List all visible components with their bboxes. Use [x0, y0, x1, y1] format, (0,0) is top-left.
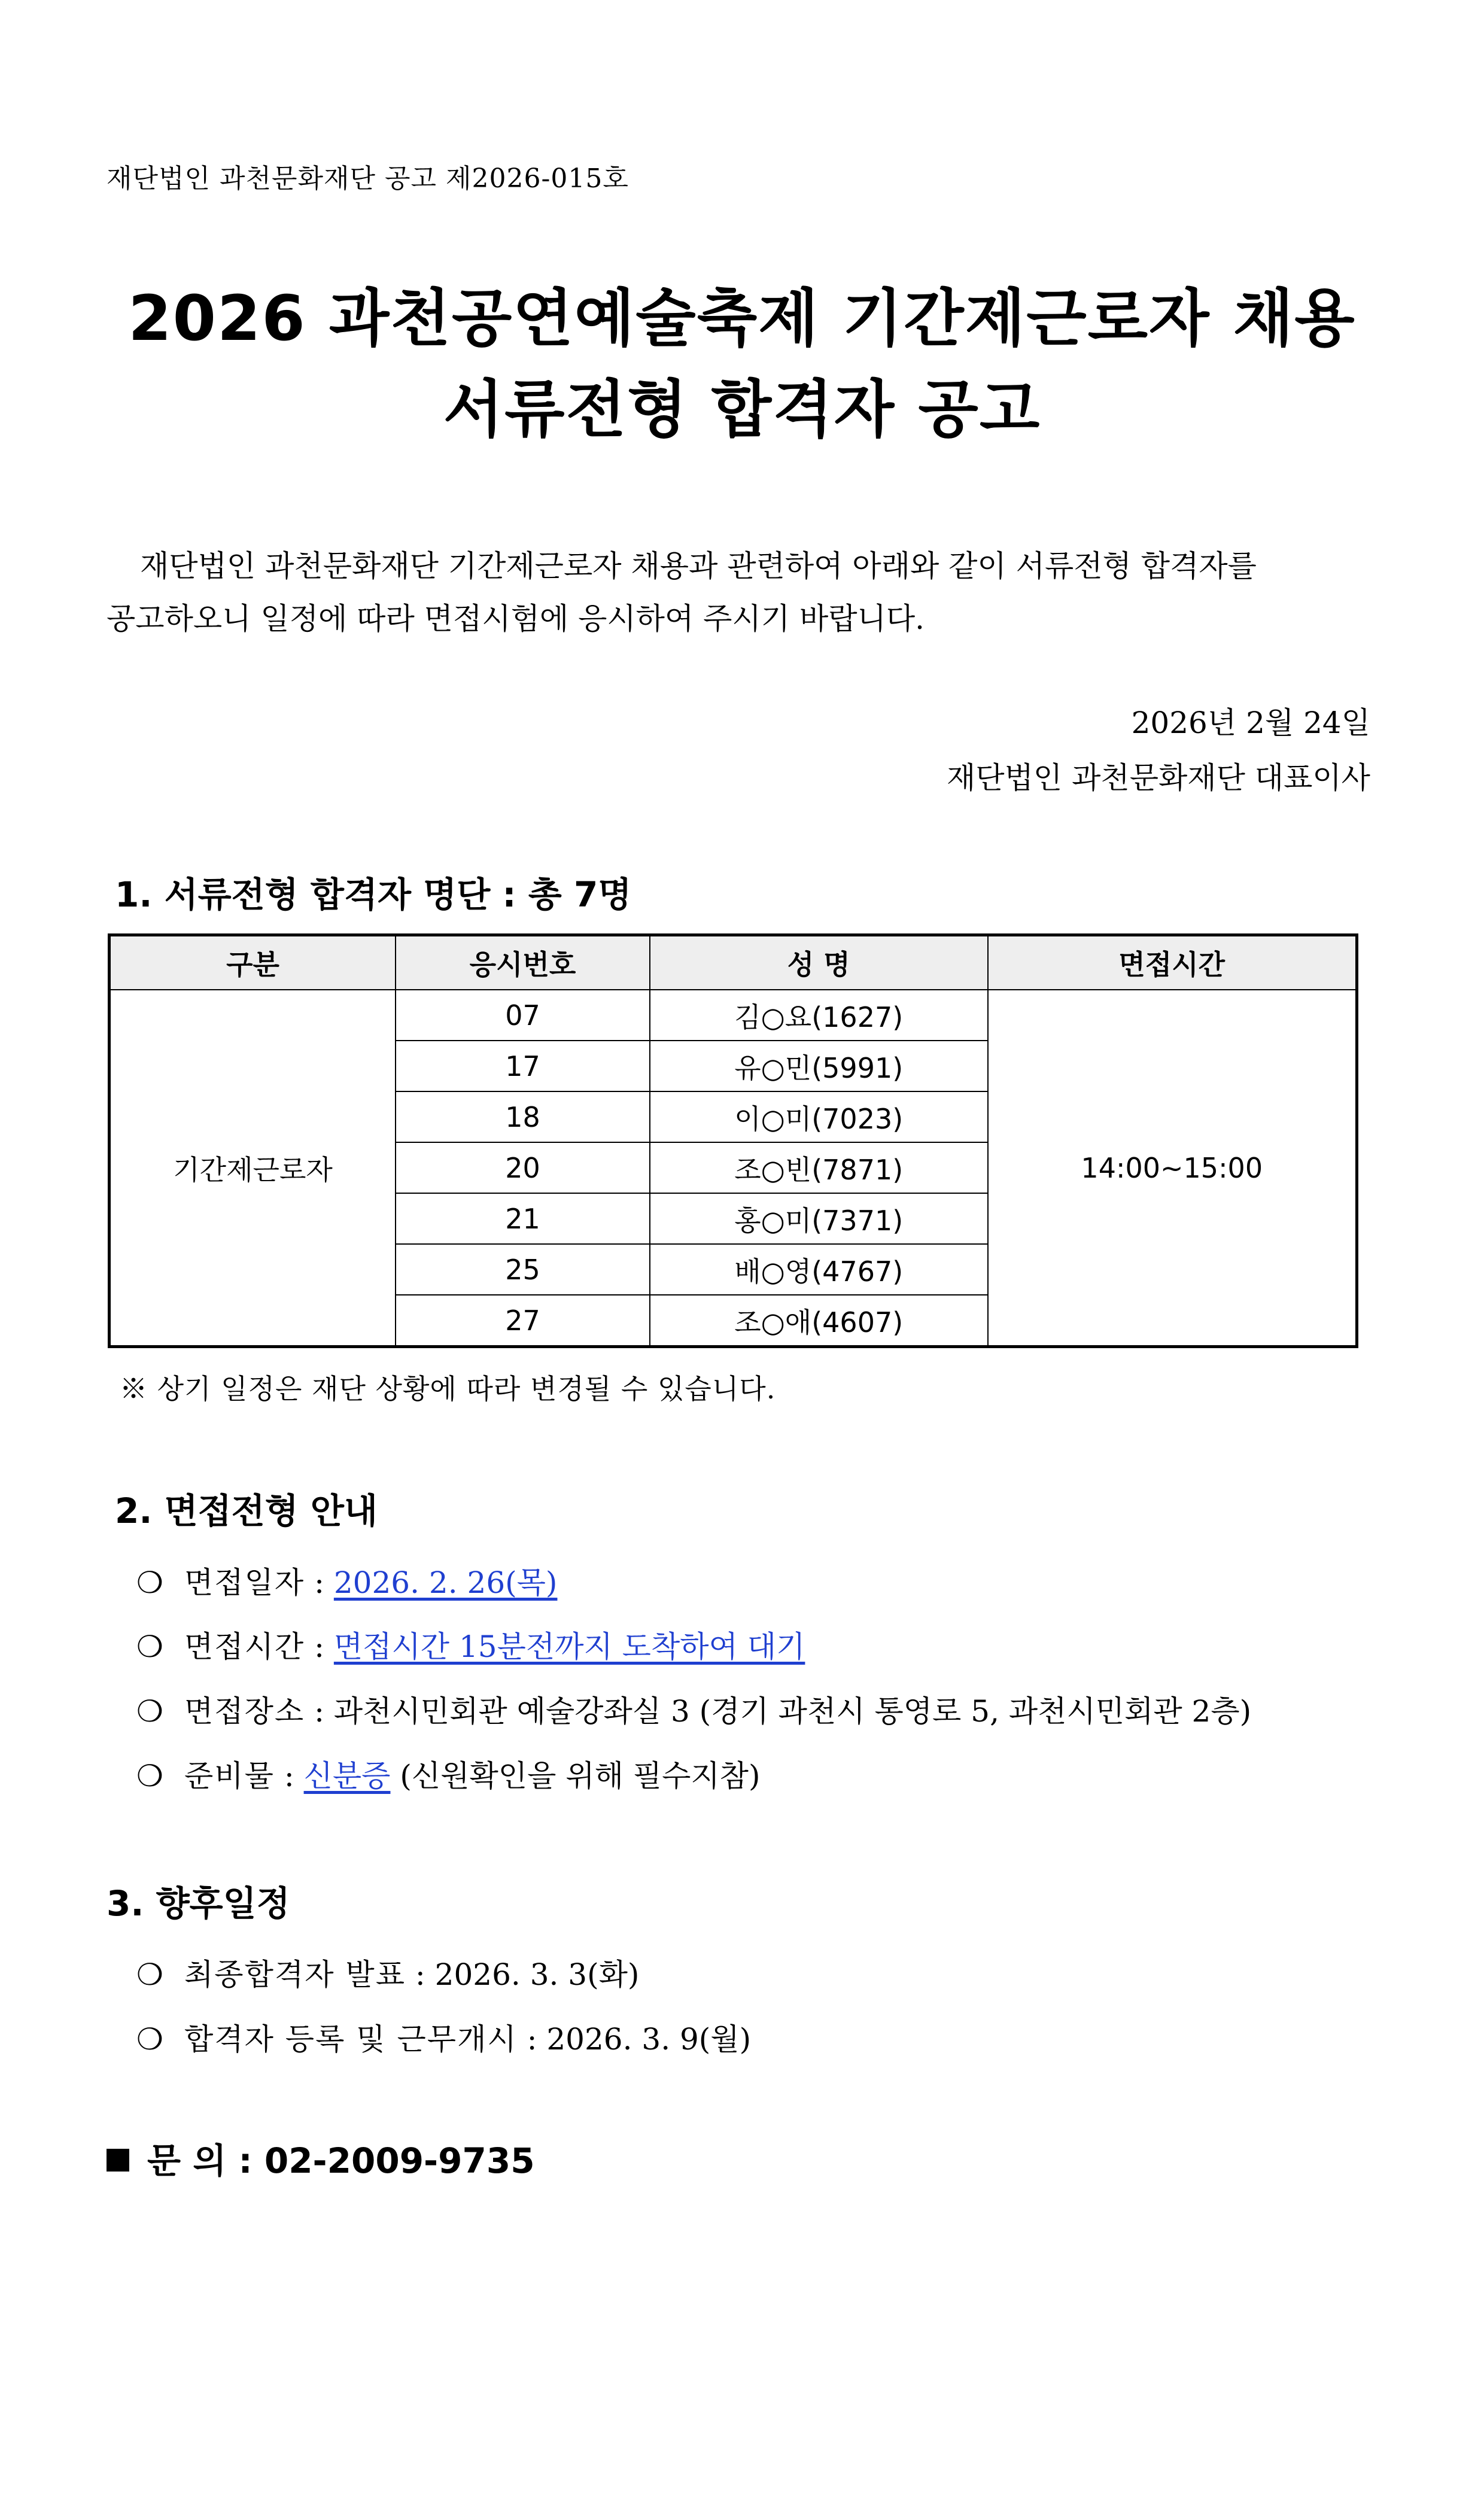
contact-phone: 02-2009-9735: [264, 2140, 535, 2181]
registration-value: 2026. 3. 9(월): [546, 2022, 752, 2057]
interview-time-value: 면접시간 15분전까지 도착하여 대기: [333, 1629, 805, 1664]
name-cell: 조○빈(7871): [650, 1142, 988, 1193]
name-cell: 김○요(1627): [650, 990, 988, 1041]
circle-bullet-icon: ❍: [136, 1694, 163, 1729]
header-category: 구분: [110, 935, 396, 990]
name-cell: 배○영(4767): [650, 1244, 988, 1295]
separator: :: [314, 1629, 324, 1664]
table-note: ※ 상기 일정은 재단 상황에 따라 변경될 수 있습니다.: [120, 1373, 776, 1405]
items-row: [136, 1752, 761, 1795]
notice-number: 재단법인 과천문화재단 공고 제2026-015호: [107, 163, 629, 194]
circle-bullet-icon: ❍: [136, 1629, 163, 1664]
interview-time-label: 면접시간: [184, 1629, 305, 1664]
separator: :: [284, 1759, 294, 1793]
number-cell: 27: [396, 1295, 650, 1347]
page-title-line-1: 2026 과천공연예술축제 기간제근로자 채용: [128, 282, 1356, 355]
page-title-line-2: 서류전형 합격자 공고: [443, 373, 1041, 446]
items-label: 준비물: [184, 1759, 275, 1793]
contact-line: [107, 2133, 535, 2183]
number-cell: 17: [396, 1041, 650, 1091]
separator: :: [314, 1694, 324, 1729]
section-2-heading: 2. 면접전형 안내: [115, 1491, 378, 1531]
intro-paragraph: [107, 540, 1375, 645]
square-bullet-icon: [107, 2149, 129, 2172]
header-interview-time: 면접시간: [988, 935, 1357, 990]
number-cell: 21: [396, 1193, 650, 1244]
header-number: 응시번호: [396, 935, 650, 990]
separator: :: [527, 2022, 537, 2057]
circle-bullet-icon: ❍: [136, 1957, 163, 1992]
interview-time-row: [136, 1623, 805, 1666]
name-cell: 이○미(7023): [650, 1091, 988, 1142]
interview-place-row: [136, 1687, 1251, 1731]
registration-row: [136, 2015, 751, 2058]
final-announcement-value: 2026. 3. 3(화): [434, 1957, 640, 1992]
name-cell: 유○민(5991): [650, 1041, 988, 1091]
circle-bullet-icon: ❍: [136, 1565, 163, 1600]
header-name: 성 명: [650, 935, 988, 990]
issuer: 재단법인 과천문화재단 대표이사: [947, 761, 1370, 795]
separator: :: [415, 1957, 425, 1992]
section-1-heading: 1. 서류전형 합격자 명단 : 총 7명: [115, 874, 632, 915]
registration-label: 합격자 등록 및 근무개시: [184, 2022, 518, 2057]
number-cell: 25: [396, 1244, 650, 1295]
interview-date-label: 면접일자: [184, 1565, 305, 1600]
separator: :: [314, 1565, 324, 1600]
category-cell: 기간제근로자: [110, 990, 396, 1347]
circle-bullet-icon: ❍: [136, 1759, 163, 1793]
section-3-heading: 3. 향후일정: [107, 1883, 290, 1924]
items-value: 신분증: [303, 1759, 391, 1793]
circle-bullet-icon: ❍: [136, 2022, 163, 2057]
final-announcement-label: 최종합격자 발표: [184, 1957, 406, 1992]
name-cell: 홍○미(7371): [650, 1193, 988, 1244]
intro-line-1: 재단법인 과천문화재단 기간제근로자 채용과 관련하여 아래와 같이 서류전형 합격자를: [140, 549, 1257, 583]
notice-date: 2026년 2월 24일: [1131, 705, 1370, 740]
number-cell: 07: [396, 990, 650, 1041]
contact-label: 문 의 :: [147, 2140, 253, 2181]
items-note: (신원확인을 위해 필수지참): [400, 1759, 761, 1793]
number-cell: 20: [396, 1142, 650, 1193]
name-cell: 조○애(4607): [650, 1295, 988, 1347]
number-cell: 18: [396, 1091, 650, 1142]
interview-time-cell: 14:00~15:00: [988, 990, 1357, 1347]
table-header-row: [110, 935, 1357, 990]
interview-place-label: 면접장소: [184, 1694, 305, 1729]
interview-date-row: [136, 1559, 557, 1602]
final-announcement-row: [136, 1951, 639, 1994]
interview-place-value: 과천시민회관 예술강좌실 3 (경기 과천시 통영로 5, 과천시민회관 2층): [333, 1694, 1252, 1729]
intro-line-2: 공고하오니 일정에 따라 면접시험에 응시하여 주시기 바랍니다.: [107, 601, 925, 636]
table-row: [110, 990, 1357, 1041]
applicant-table: [108, 933, 1358, 1348]
interview-date-value: 2026. 2. 26(목): [333, 1565, 558, 1600]
